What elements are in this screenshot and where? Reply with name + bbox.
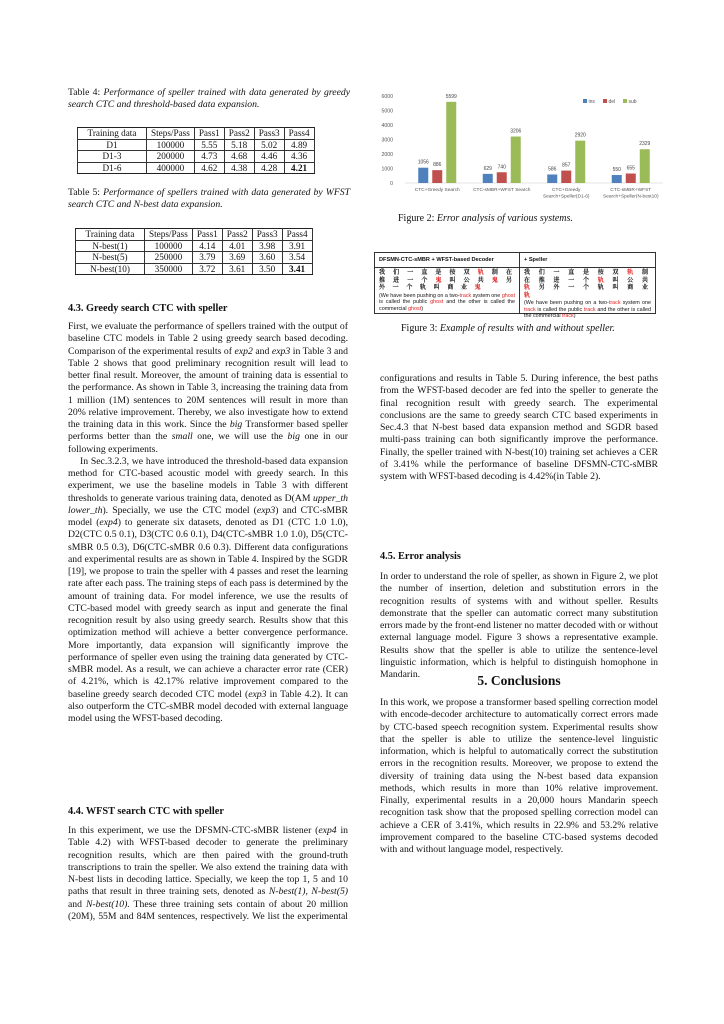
table-cell: 4.73	[194, 151, 224, 163]
data-label: 655	[626, 165, 635, 172]
table-cell: 400000	[147, 162, 195, 174]
table-cell: 3.61	[222, 263, 252, 275]
table-row	[76, 252, 313, 264]
highlighted-word: 轨	[477, 270, 487, 276]
y-tick-label: 2000	[381, 152, 393, 158]
data-label: 586	[548, 166, 557, 173]
text-segment: These three training sets contain of about 20 million (20M), 55M and 84M sentences, respectively. We list the experimental	[68, 898, 348, 922]
text-segment: 叫 公 共	[444, 277, 492, 284]
text-segment: N-best(10).	[85, 898, 130, 910]
section-heading-4-3: 4.3. Greedy search CTC with speller	[68, 303, 228, 314]
table5-caption	[68, 187, 350, 212]
table-cell: 4.14	[192, 240, 222, 252]
table-row	[78, 151, 315, 163]
column-header: Pass1	[192, 229, 222, 241]
table-cell: D1	[78, 139, 147, 151]
section-4-5-body	[380, 571, 658, 681]
conclusions-body	[380, 697, 658, 856]
text-segment: exp3	[248, 688, 267, 700]
legend-label: ins	[588, 99, 595, 105]
table-cell: 3.79	[192, 252, 222, 264]
text-segment: ) to generate six datasets, denoted as D1 (CTC 1.0 1.0), D2(CTC 0.5 0.1), D3(CTC 0.6 0.1), D4(CTC-sMBR 1.0 1.0), D5(CTC-sMBR 0.5 0.3), D6(CTC-sMBR 0.6 0.3). Different data configurations and experimental results are as shown in Table 4. Inspired by the SGDR [19], we propose to train the speller with 4 passes and reset the learning rate after each pass. The training steps of each pass is determined by the amount of training data. For model inference, we use the results of CTC-based model with greedy search as input and generate the final recognition result by also using greedy search. Results show that this optimization method will achieve a better convergence performance. More importantly, data expansion will significantly improve the performance of speller even using the training data generated by CTC-sMBR model. As a result, we can achieve a character error rate (CER) of 4.21%, which is 42.17% relative improvement compared to the baseline greedy search decoded CTC model (	[68, 517, 348, 700]
paragraph	[68, 321, 348, 456]
text-segment: exp4	[318, 825, 337, 836]
text-segment: exp3	[271, 345, 291, 357]
x-tick-label: Search+Speller(D1-6)	[542, 194, 590, 200]
table-cell: 4.28	[254, 162, 284, 174]
column-header: Steps/Pass	[147, 128, 195, 140]
legend-label: del	[608, 99, 616, 105]
table-cell: 4.01	[222, 240, 252, 252]
table-cell: 5.18	[224, 139, 254, 151]
section-heading-4-5: 4.5. Error analysis	[380, 551, 461, 562]
text-segment: system one	[620, 300, 652, 306]
section-4-3-body	[68, 321, 348, 725]
text-segment: First, we evaluate the performance of spellers trained with the output of baseline CTC models in Table 2 using greedy search based decoding. Comparison of the experimental results of	[68, 321, 348, 357]
text-segment: big	[229, 419, 243, 430]
text-segment: In this work, we propose a transformer based spelling correction model with encode-decoder architecture to automatically correct errors made by CTC-based speech recognition system. Experimental results show that the speller is able to utilize the sentence-level linguistic information, which is helpful to automatically correct the substitution errors in the recognition results. Moreover, we propose to extend the diversity of training data using the N-best based data expansion methods, which results in more than 10% relative improvement. Finally, experimental results in a 20,000 hours Mandarin speech recognition task show that the proposed spelling correction model can achieve a CER of 3.41%, which results in 22.9% and 53.2% relative improvement compared to the baseline CTC-based systems decoded with and without language model, respectively.	[380, 697, 658, 855]
table-cell: 100000	[147, 139, 195, 151]
highlighted-word: ghost	[501, 292, 515, 299]
x-tick-label: CTC+Greedy Search	[414, 188, 460, 193]
legend-swatch-ins	[583, 99, 587, 103]
text-segment: ) and CTC-sMBR model (	[68, 504, 348, 528]
bar-ins	[418, 168, 428, 183]
bar-sub	[446, 102, 456, 183]
column-header: Training data	[76, 229, 145, 241]
table-cell: 250000	[145, 252, 193, 264]
table4-caption	[68, 87, 350, 112]
paragraph	[380, 571, 658, 681]
bar-del	[561, 171, 571, 183]
paragraph	[380, 697, 658, 856]
data-label: 550	[612, 167, 621, 174]
legend-swatch-del	[603, 99, 607, 103]
text-segment: In order to understand the role of speller, as shown in Figure 2, we plot the number of insertion, deletion and substitution errors in the recognition results of systems with and without speller. Results demonstrate that the speller can automatic correct many substitution errors made by the front-end listener no matter decoded with or without external language model. Figure 3 shows a representative example. Results show that the speller is able to utilize the sentence-level linguistic information, which is helpful to distinguish homophone in Mandarin.	[380, 571, 658, 680]
figure2-caption	[398, 213, 573, 225]
text-segment: N-best(1)	[268, 886, 306, 898]
column-header: Pass1	[194, 128, 224, 140]
table-row	[78, 162, 315, 174]
text-segment: N-best(5)	[311, 886, 348, 898]
column-header: Pass2	[222, 229, 252, 241]
table-cell: N-best(1)	[76, 240, 145, 252]
table-cell: 4.68	[224, 151, 254, 163]
text-segment: ,	[305, 886, 312, 898]
text-segment: upper_th lower_th	[68, 492, 348, 516]
data-label: 886	[433, 162, 442, 169]
table-cell: 4.38	[224, 162, 254, 174]
x-tick-label: Search+Speller(N-best10)	[602, 194, 659, 200]
column-header: Pass3	[252, 229, 282, 241]
table5	[75, 228, 313, 275]
x-tick-label: CTC+Greedy	[552, 188, 581, 193]
caption-label: Figure 3:	[401, 323, 438, 334]
text-segment: Transformer based speller performs better than the	[68, 419, 348, 443]
y-tick-label: 3000	[381, 137, 393, 144]
text-segment: (We have been pushing on a two-	[379, 292, 460, 299]
table-cell: 3.98	[252, 240, 282, 252]
highlighted-word: 鬼	[474, 285, 484, 291]
section-4-4-body-col2	[380, 373, 658, 533]
bar-del	[626, 174, 636, 183]
english-translation	[524, 300, 651, 320]
section-4-4-body-col1	[68, 825, 348, 924]
text-segment: is called the public	[379, 299, 431, 306]
highlighted-word: 鬼	[491, 277, 502, 284]
x-tick-label: CTC-sMBR+WFST Search	[473, 188, 531, 193]
bar-ins	[547, 175, 557, 183]
y-tick-label: 1000	[381, 166, 393, 173]
data-label: 3206	[510, 128, 522, 135]
data-label: 629	[483, 165, 492, 172]
text-segment: configurations and results in Table 5. During inference, the best paths from the WFST-based decoder are fed into the speller to generate the final recognition result with greedy search. The experimental conclusions are the same to greedy search CTC based experiments in Sec.4.3 that N-best based data expansion method and SGDR based multi-pass training can both significantly improve the performance. Finally, the speller trained with N-best(10) training set achieves a CER of 3.41% while the performance of baseline DFSMN-CTC-sMBR system with WFST-based decoding is 4.42%(in Table 2).	[380, 373, 658, 482]
table-row	[76, 240, 313, 252]
column-header: Training data	[78, 128, 147, 140]
data-label: 5599	[445, 93, 457, 100]
data-label: 740	[497, 164, 506, 171]
speller-result	[520, 270, 655, 320]
y-tick-label: 6000	[381, 94, 393, 100]
highlighted-word: track	[524, 306, 536, 313]
bar-del	[432, 170, 442, 183]
highlighted-word: track	[562, 313, 574, 320]
table-cell: 4.89	[284, 139, 314, 151]
legend-swatch-sub	[623, 99, 627, 103]
table-cell: 5.02	[254, 139, 284, 151]
column-header: Pass3	[254, 128, 284, 140]
header-divider	[375, 267, 655, 268]
text-segment: big	[287, 431, 300, 443]
bar-sub	[640, 149, 650, 183]
table-cell: 3.41	[282, 263, 312, 275]
y-tick-label: 4000	[381, 123, 393, 129]
text-segment: and the other is called the commercial	[524, 306, 651, 320]
table-cell: 100000	[145, 240, 193, 252]
highlighted-word: ghost	[430, 299, 444, 306]
highlighted-word: 轨	[524, 285, 534, 291]
text-segment: one, we will use the	[192, 431, 288, 443]
table-cell: D1-3	[78, 151, 147, 163]
text-segment: In Sec.3.2.3, we have introduced the threshold-based data expansion method for CTC-based acoustic model with greedy search. In this experiment, we use the baseline models in Table 3 with different thresholds to generate various training data, denoted as D(AM	[68, 455, 348, 504]
column-header: Pass4	[284, 128, 314, 140]
table-cell: 5.55	[194, 139, 224, 151]
table-cell: 3.69	[222, 252, 252, 264]
text-segment: in Table 4.2). It can also outperform the CTC-sMBR model decoded with external language model using the WFST-based decoding.	[68, 688, 348, 724]
table-cell: 4.21	[284, 162, 314, 174]
chinese-text	[379, 270, 515, 293]
text-segment: 制 在 推 进 一 个	[524, 270, 651, 284]
table-header-row	[76, 229, 313, 241]
data-label: 1056	[417, 159, 429, 166]
table-cell: 3.60	[252, 252, 282, 264]
text-segment: small	[171, 431, 193, 443]
table-cell: 4.46	[254, 151, 284, 163]
legend-label: sub	[628, 99, 637, 105]
highlighted-word: 轨	[524, 292, 534, 299]
data-label: 857	[562, 162, 571, 169]
baseline-result	[375, 270, 519, 312]
text-segment: and	[252, 345, 272, 357]
text-segment: and the other is called the commercial	[379, 299, 516, 312]
text-segment: 另 外 一 个 轨 叫 商 业	[533, 285, 651, 291]
table-cell: 3.91	[282, 240, 312, 252]
y-tick-label: 5000	[381, 108, 393, 115]
error-analysis-bar-chart	[365, 86, 665, 211]
text-segment: and	[68, 898, 86, 910]
paragraph	[68, 825, 348, 924]
paragraph	[380, 373, 658, 483]
figure3-caption	[401, 323, 615, 335]
text-segment: 叫 公 共	[607, 277, 651, 284]
text-segment: exp4	[99, 517, 118, 528]
text-segment: 制 在 推 进 一 个	[379, 270, 515, 284]
table-cell: 200000	[147, 151, 195, 163]
text-segment: )	[573, 313, 576, 320]
highlighted-word: track	[583, 306, 596, 313]
column-header: Pass4	[282, 229, 312, 241]
table-cell: 350000	[145, 263, 193, 275]
highlighted-word: track	[608, 300, 621, 306]
data-label: 2920	[574, 132, 586, 139]
table-cell: 4.62	[194, 162, 224, 174]
text-segment: exp2	[234, 345, 253, 357]
text-segment: ). Specially, we use the CTC model (	[102, 504, 257, 516]
y-tick-label: 0	[390, 181, 393, 187]
text-segment: 另 外 一 个 轨 叫 商 业	[379, 277, 516, 291]
table-cell: 4.36	[284, 151, 314, 163]
english-translation	[379, 293, 515, 313]
caption-label: Table 4:	[68, 87, 101, 98]
table-cell: 3.50	[252, 263, 282, 275]
highlighted-word: ghost	[408, 305, 422, 312]
caption-label: Table 5:	[68, 187, 100, 198]
bar-sub	[511, 137, 521, 183]
table-cell: 3.54	[282, 252, 312, 264]
section-heading-conclusions: 5. Conclusions	[477, 673, 561, 688]
caption-text: Performance of speller trained with data generated by greedy search CTC and threshold-based data expansion.	[68, 87, 351, 111]
text-segment: one in our following experiments.	[68, 431, 349, 455]
caption-text: Example of results with and without speller.	[439, 323, 615, 334]
highlighted-word: 轨	[627, 270, 637, 276]
bar-ins	[483, 174, 493, 183]
text-segment: is called the public	[535, 306, 584, 313]
highlighted-word: 鬼	[435, 277, 445, 284]
column-header-speller: + Speller	[520, 253, 655, 268]
text-segment: in Table 4.2) with WFST-based decoder to generate the preliminary recognition results, which are then paired with the ground-truth transcriptions to train the speller. We also extend the training data with N-best lists in decoding lattice. Specially, we keep the top 1, 5 and 10 paths that result in three training sets, denoted as	[68, 825, 348, 898]
figure3-example-table	[374, 252, 656, 320]
bar-sub	[575, 141, 585, 183]
text-segment: exp3	[256, 504, 276, 516]
table-row	[76, 263, 313, 275]
caption-text: Performance of spellers trained with data generated by WFST search CTC and N-best data expansion.	[68, 187, 350, 211]
column-header: Pass2	[224, 128, 254, 140]
table-cell: N-best(5)	[76, 252, 145, 264]
text-segment: 我 们 一 直 是 按 双	[524, 270, 628, 276]
text-segment: in Table 3 and Table 2 shows that good preliminary recognition result will lead to better final result. Moreover, the amount of training data is essential to the performance. As shown in Table 3, increasing the training data from 1 million (1M) sentences to 20M sentences will result in more than 20% relative improvement. Thereby, we also investigate how to extend the training data in this work. Since the	[68, 345, 348, 430]
caption-label: Figure 2:	[398, 213, 435, 224]
caption-text: Error analysis of various systems.	[436, 213, 573, 224]
text-segment: system one	[471, 292, 502, 299]
table-row	[78, 139, 315, 151]
table4	[77, 127, 315, 174]
table-cell: 3.72	[192, 263, 222, 275]
column-header: Steps/Pass	[145, 229, 193, 241]
chinese-text	[524, 270, 651, 300]
table-cell: D1-6	[78, 162, 147, 174]
highlighted-word: track	[459, 292, 472, 299]
paragraph	[68, 456, 348, 726]
text-segment: 我 们 一 直 是 按 双	[379, 270, 478, 276]
table-header-row	[78, 128, 315, 140]
x-tick-label: CTC-sMBR+WFST	[610, 188, 652, 193]
text-segment: )	[421, 305, 424, 312]
text-segment: In this experiment, we use the DFSMN-CTC-sMBR listener (	[68, 825, 319, 836]
table-cell: N-best(10)	[76, 263, 145, 275]
bar-ins	[612, 175, 622, 183]
text-segment: (We have been pushing on a two-	[524, 300, 609, 306]
section-heading-4-4: 4.4. WFST search CTC with speller	[68, 806, 224, 817]
highlighted-word: 轨	[597, 277, 608, 284]
bar-del	[497, 172, 507, 183]
data-label: 2329	[639, 141, 651, 148]
column-header-baseline: DFSMN-CTC-sMBR + WFST-based Decoder	[375, 253, 519, 268]
